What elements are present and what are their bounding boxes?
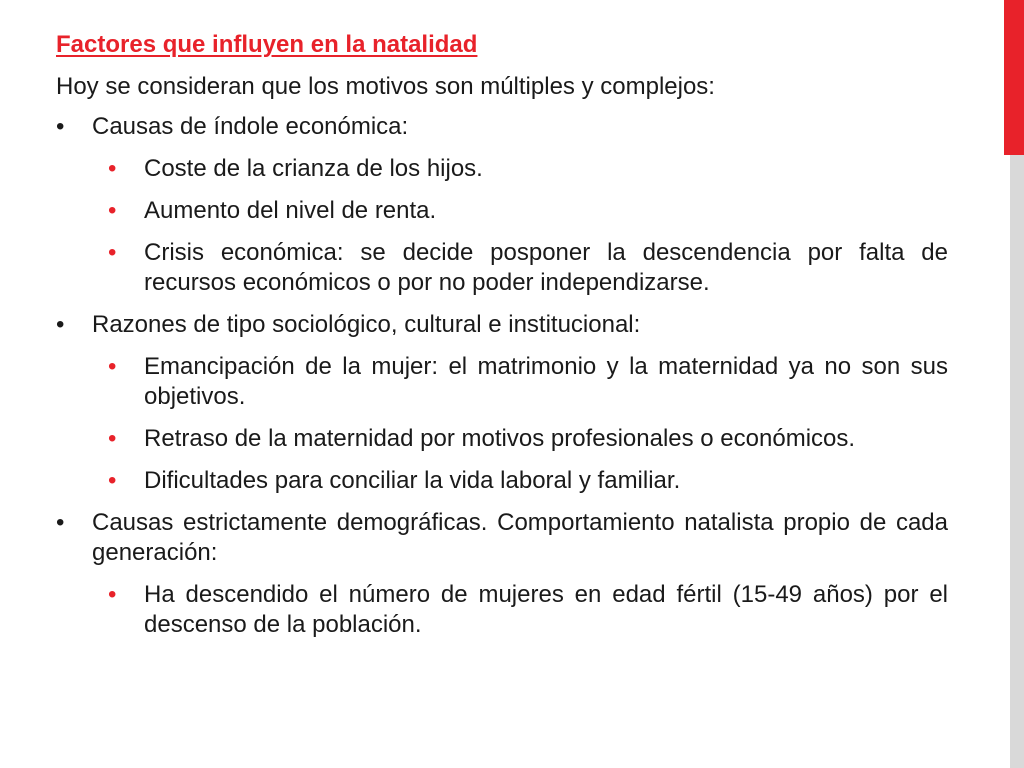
accent-bar-shadow xyxy=(1010,155,1024,768)
bullet-icon: • xyxy=(108,155,117,182)
slide-content xyxy=(56,28,948,652)
intro-text: Hoy se consideran que los motivos son múltiples y complejos: xyxy=(56,73,715,100)
main-list xyxy=(56,112,948,640)
section-heading: Causas estrictamente demográficas. Comportamiento natalista propio de cada generación: xyxy=(92,509,948,566)
sub-list xyxy=(108,352,948,496)
bullet-icon: • xyxy=(56,113,65,140)
list-item xyxy=(108,238,948,298)
list-item-text: Dificultades para conciliar la vida laboral y familiar. xyxy=(144,467,681,494)
accent-bar xyxy=(1004,0,1024,155)
section-sociological xyxy=(56,310,948,496)
list-item-text: Crisis económica: se decide posponer la descendencia por falta de recursos económicos o por no poder independizarse. xyxy=(144,239,948,296)
list-item xyxy=(108,580,948,640)
list-item-text: Coste de la crianza de los hijos. xyxy=(144,155,483,182)
list-item-text: Ha descendido el número de mujeres en edad fértil (15-49 años) por el descenso de la población. xyxy=(144,581,948,638)
list-item-text: Aumento del nivel de renta. xyxy=(144,197,437,224)
bullet-icon: • xyxy=(108,353,117,380)
section-heading: Causas de índole económica: xyxy=(92,113,409,140)
list-item-text: Emancipación de la mujer: el matrimonio y la maternidad ya no son sus objetivos. xyxy=(144,353,948,410)
slide-title: Factores que influyen en la natalidad xyxy=(56,31,478,58)
list-item xyxy=(108,154,948,184)
sub-list xyxy=(108,580,948,640)
section-demographic xyxy=(56,508,948,640)
bullet-icon: • xyxy=(108,425,117,452)
list-item xyxy=(108,424,948,454)
list-item-text: Retraso de la maternidad por motivos profesionales o económicos. xyxy=(144,425,856,452)
list-item xyxy=(108,352,948,412)
list-item xyxy=(108,196,948,226)
section-heading: Razones de tipo sociológico, cultural e institucional: xyxy=(92,311,641,338)
bullet-icon: • xyxy=(108,197,117,224)
section-economic xyxy=(56,112,948,298)
bullet-icon: • xyxy=(108,581,117,608)
bullet-icon: • xyxy=(108,467,117,494)
bullet-icon: • xyxy=(56,311,65,338)
sub-list xyxy=(108,154,948,298)
list-item xyxy=(108,466,948,496)
bullet-icon: • xyxy=(56,509,65,536)
bullet-icon: • xyxy=(108,239,117,266)
